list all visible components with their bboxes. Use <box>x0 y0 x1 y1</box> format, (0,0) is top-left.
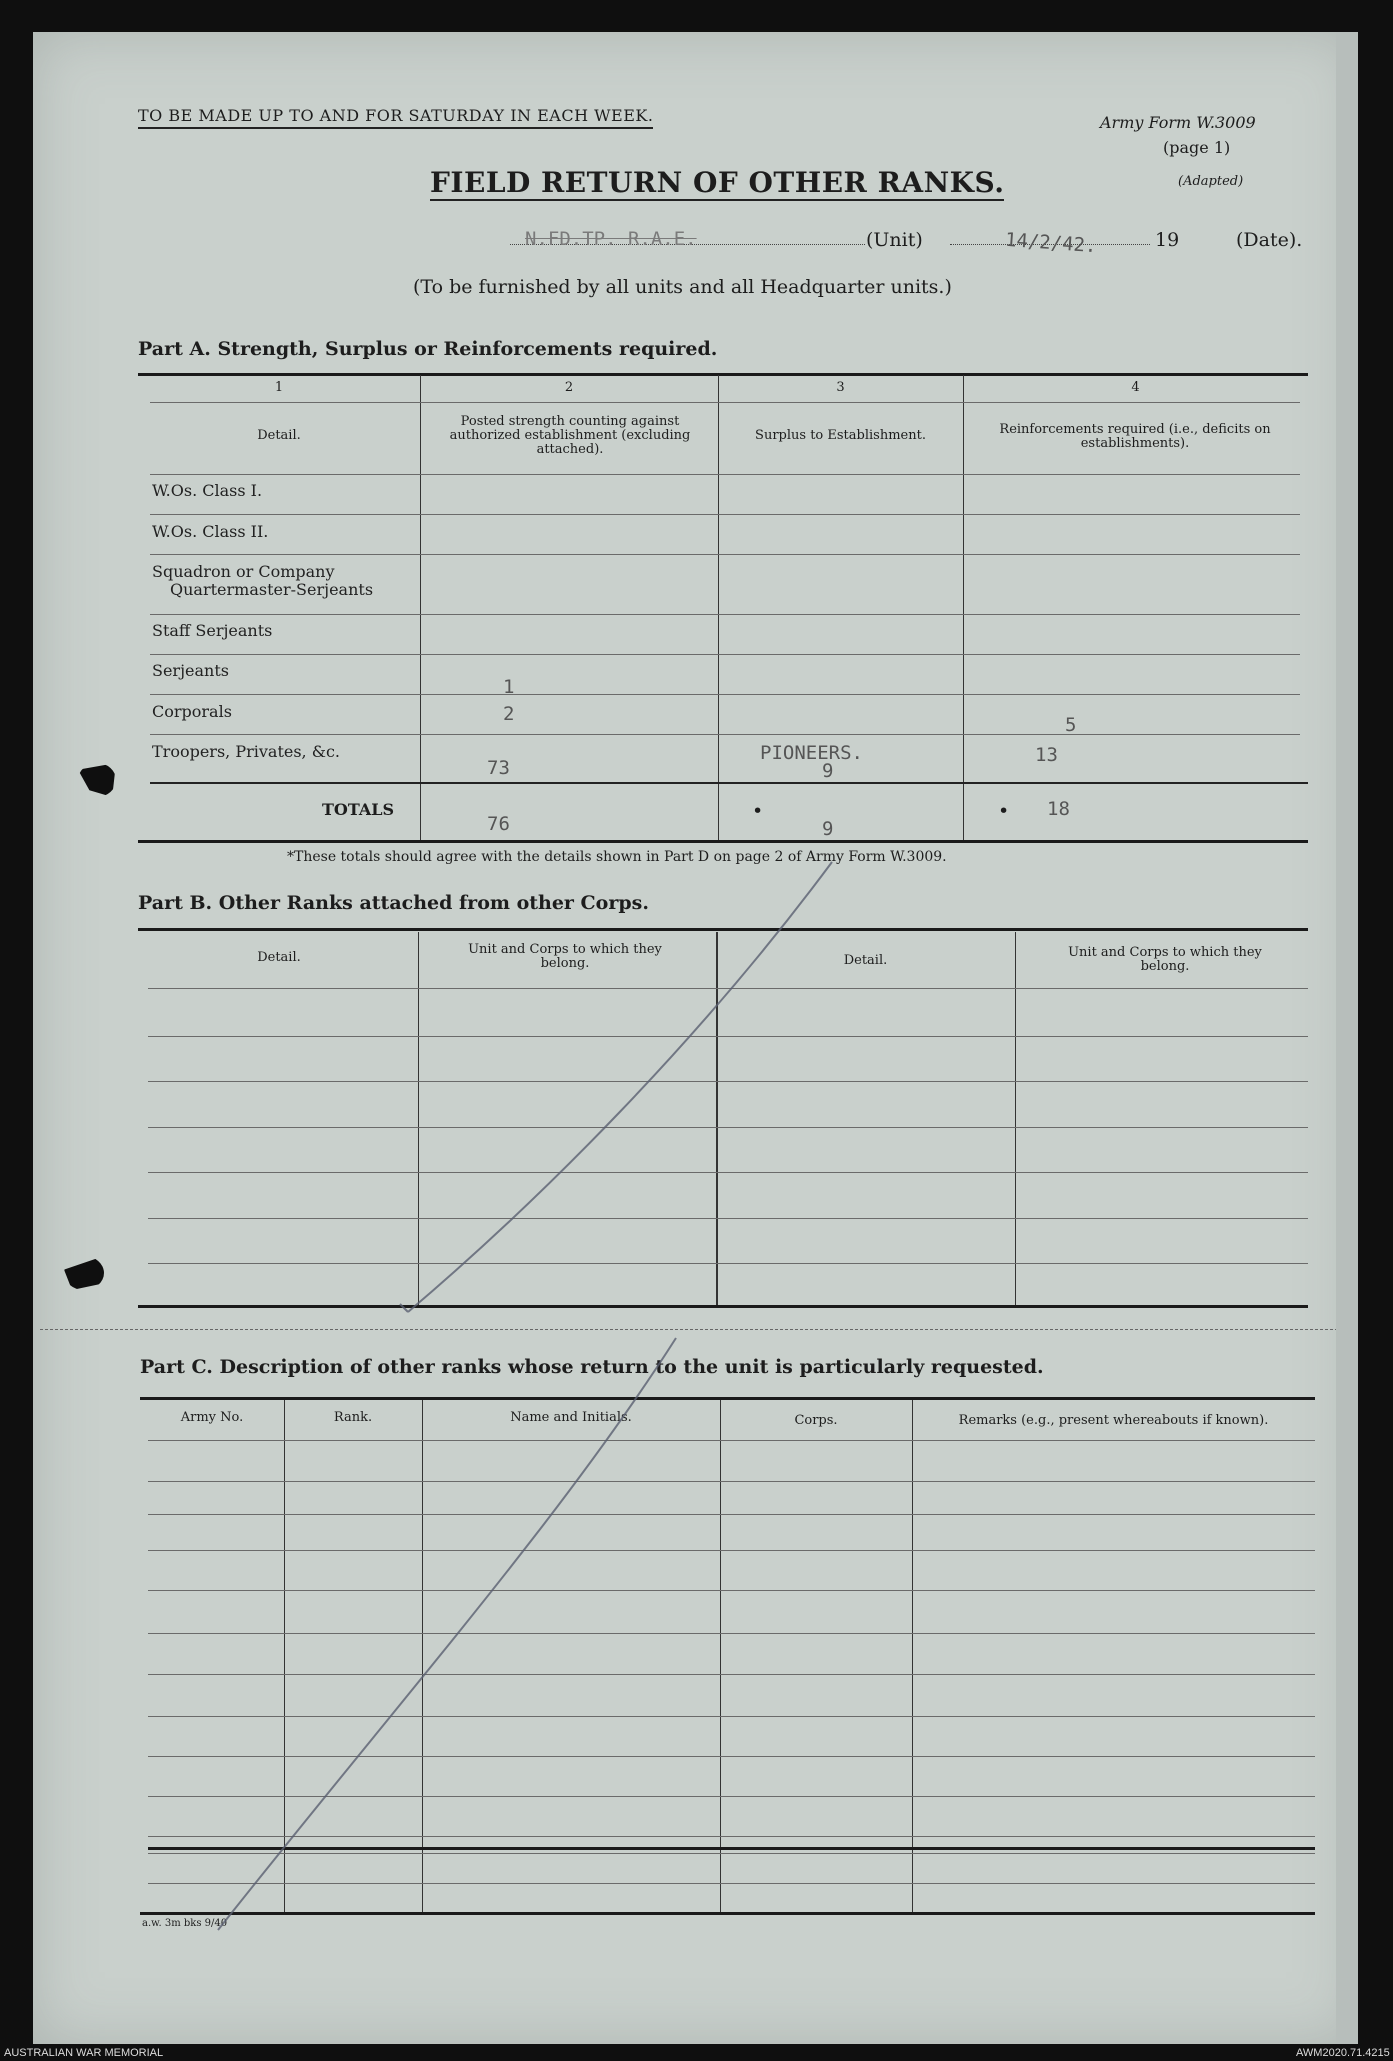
unit-label: (Unit) <box>866 229 923 251</box>
col-header-detail: Detail. <box>257 428 301 443</box>
row-label-serjeants: Serjeants <box>152 661 229 680</box>
col-header-posted: Posted strength counting against authorized establishment (excluding attached). <box>449 414 691 457</box>
part-c-header-rank: Rank. <box>333 1410 373 1425</box>
part-c-title: Part C. Description of other ranks whose return to the unit is particularly requested. <box>140 1356 1044 1378</box>
totals-label: TOTALS <box>322 800 395 819</box>
row-label-wo-class-1: W.Os. Class I. <box>152 481 263 500</box>
reinf-corporals: 5 <box>1065 714 1077 736</box>
totals-posted: 76 <box>487 813 510 835</box>
posted-troopers: 73 <box>487 757 510 779</box>
instruction-text: TO BE MADE UP TO AND FOR SATURDAY IN EACH WEEK. <box>138 106 653 129</box>
row-label-staff-serjeants: Staff Serjeants <box>152 621 273 640</box>
form-title: FIELD RETURN OF OTHER RANKS. <box>430 166 1005 199</box>
row-label-cqms-2: Quartermaster-Serjeants <box>170 580 374 599</box>
reinf-troopers: 13 <box>1035 744 1058 766</box>
part-c-header-name: Name and Initials. <box>510 1410 632 1425</box>
totals-reinf-marker: • <box>998 800 1010 822</box>
part-b-header-detail-1: Detail. <box>257 950 301 965</box>
furnish-note: (To be furnished by all units and all Headquarter units.) <box>413 276 952 298</box>
paper-edge-right <box>1336 32 1358 2044</box>
part-c-header-army-no: Army No. <box>180 1410 244 1425</box>
row-label-wo-class-2: W.Os. Class II. <box>152 522 269 541</box>
form-page-number: (page 1) <box>1163 138 1231 157</box>
surplus-troopers-count: 9 <box>822 760 834 782</box>
print-code: a.w. 3m bks 9/40 <box>142 1918 228 1929</box>
totals-surplus: 9 <box>822 818 834 840</box>
row-label-cqms: Squadron or Company <box>152 562 335 581</box>
part-c-header-remarks: Remarks (e.g., present whereabouts if known). <box>958 1413 1269 1428</box>
form-adapted: (Adapted) <box>1178 174 1244 189</box>
totals-reinf: 18 <box>1047 798 1070 820</box>
row-label-corporals: Corporals <box>152 702 232 721</box>
posted-serjeants: 1 <box>503 676 515 698</box>
totals-surplus-marker: • <box>752 800 764 822</box>
date-label: (Date). <box>1236 229 1303 251</box>
row-label-troopers: Troopers, Privates, &c. <box>152 742 341 761</box>
footer-right: AWM2020.71.4215 <box>1296 2047 1390 2059</box>
surplus-troopers: PIONEERS. <box>760 742 863 764</box>
part-b-title: Part B. Other Ranks attached from other Corps. <box>138 892 649 914</box>
part-b-header-unit-2: Unit and Corps to which they belong. <box>1068 945 1262 974</box>
col-number-3: 3 <box>836 380 845 395</box>
col-number-2: 2 <box>564 380 574 395</box>
part-c-header-corps: Corps. <box>794 1413 838 1428</box>
part-b-header-unit-1: Unit and Corps to which they belong. <box>468 942 662 971</box>
footer-left: AUSTRALIAN WAR MEMORIAL <box>4 2047 164 2059</box>
col-number-4: 4 <box>1131 380 1140 395</box>
col-number-1: 1 <box>274 380 284 395</box>
col-header-surplus: Surplus to Establishment. <box>755 428 926 443</box>
form-id: Army Form W.3009 <box>1100 113 1256 132</box>
part-a-footnote: *These totals should agree with the details shown in Part D on page 2 of Army Form W.3009. <box>287 849 947 865</box>
date-value: 14/2/42. <box>1004 228 1098 258</box>
posted-corporals: 2 <box>503 703 515 725</box>
col-header-reinforcements: Reinforcements required (i.e., deficits on establishments). <box>999 422 1271 451</box>
unit-value: N.FD.TP. R.A.E. <box>525 228 697 250</box>
year-label: 19 <box>1155 229 1180 251</box>
part-b-header-detail-2: Detail. <box>843 953 888 968</box>
part-a-title: Part A. Strength, Surplus or Reinforcements required. <box>138 338 718 360</box>
